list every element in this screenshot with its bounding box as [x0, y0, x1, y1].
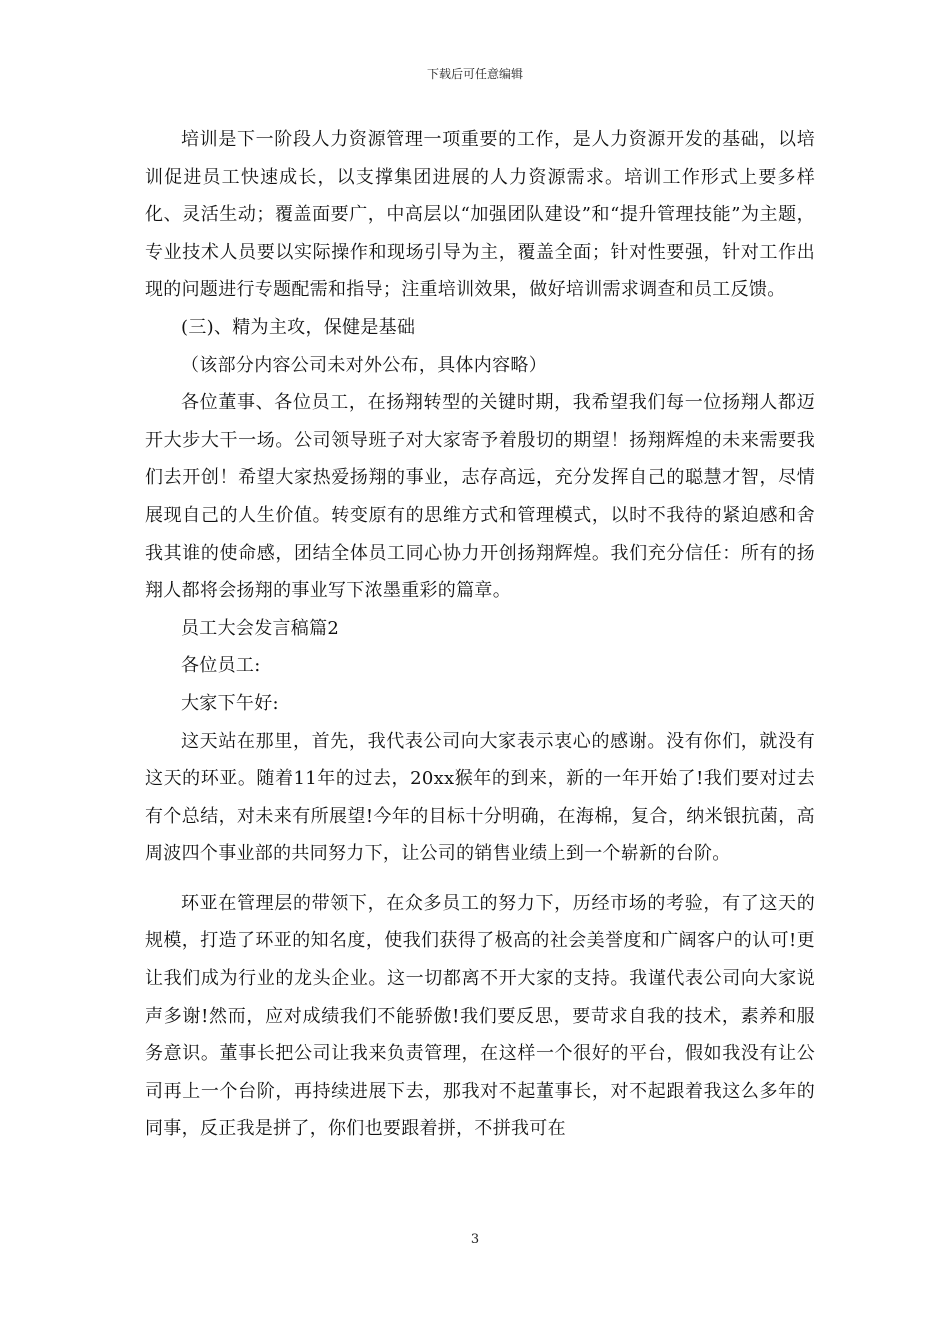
document-body — [145, 121, 815, 1148]
paragraph-achievements: 环亚在管理层的带领下，在众多员工的努力下，历经市场的考验，有了这天的规模，打造了环亚的知名度，使我们获得了极高的社会美誉度和广阔客户的认可!更让我们成为行业的龙头企业。这一切都离不开大家的支持。我谨代表公司向大家说声多谢!然而，应对成绩我们不能骄傲!我们要反思，要苛求自我的技术，素养和服务意识。董事长把公司让我来负责管理，在这样一个很好的平台，假如我没有让公司再上一个台阶，再持续进展下去，那我对不起董事长，对不起跟着我这么多年的同事，反正我是拼了，你们也要跟着拼，不拼我可在 — [145, 892, 815, 1140]
paragraph-closing-appeal: 各位董事、各位员工，在扬翔转型的关键时期，我希望我们每一位扬翔人都迈开大步大干一场。公司领导班子对大家寄予着殷切的期望！扬翔辉煌的未来需要我们去开创！希望大家热爱扬翔的事业，志存高远，充分发挥自己的聪慧才智，尽情展现自己的人生价值。转变原有的思维方式和管理模式，以时不我待的紧迫感和舍我其谁的使命感，团结全体员工同心协力开创扬翔辉煌。我们充分信任：所有的扬翔人都将会扬翔的事业写下浓墨重彩的篇章。 — [145, 392, 815, 602]
article-title-2: 员工大会发言稿篇2 — [181, 617, 340, 639]
page-header: 下载后可任意编辑 — [426, 67, 523, 81]
greeting: 大家下午好: — [181, 692, 279, 714]
paragraph-opening-thanks: 这天站在那里，首先，我代表公司向大家表示衷心的感谢。没有你们，就没有这天的环亚。随着11年的过去，20xx猴年的到来，新的一年开始了!我们要对过去有个总结，对未来有所展望!今年的目标十分明确，在海棉，复合，纳米银抗菌，高周波四个事业部的共同努力下，让公司的销售业绩上到一个崭新的台阶。 — [145, 730, 815, 865]
paragraph-omitted-note: （该部分内容公司未对外公布，具体内容略） — [181, 354, 547, 376]
salutation: 各位员工: — [181, 655, 261, 677]
section-heading-3: (三)、精为主攻，保健是基础 — [181, 316, 416, 338]
page-number: 3 — [470, 1232, 480, 1247]
paragraph-training: 培训是下一阶段人力资源管理一项重要的工作，是人力资源开发的基础，以培训促进员工快速成长，以支撑集团进展的人力资源需求。培训工作形式上要多样化、灵活生动；覆盖面要广，中高层以“加强团队建设”和“提升管理技能”为主题，专业技术人员要以实际操作和现场引导为主，覆盖全面；针对性要强，针对工作出现的问题进行专题配需和指导；注重培训效果，做好培训需求调查和员工反馈。 — [145, 129, 815, 301]
